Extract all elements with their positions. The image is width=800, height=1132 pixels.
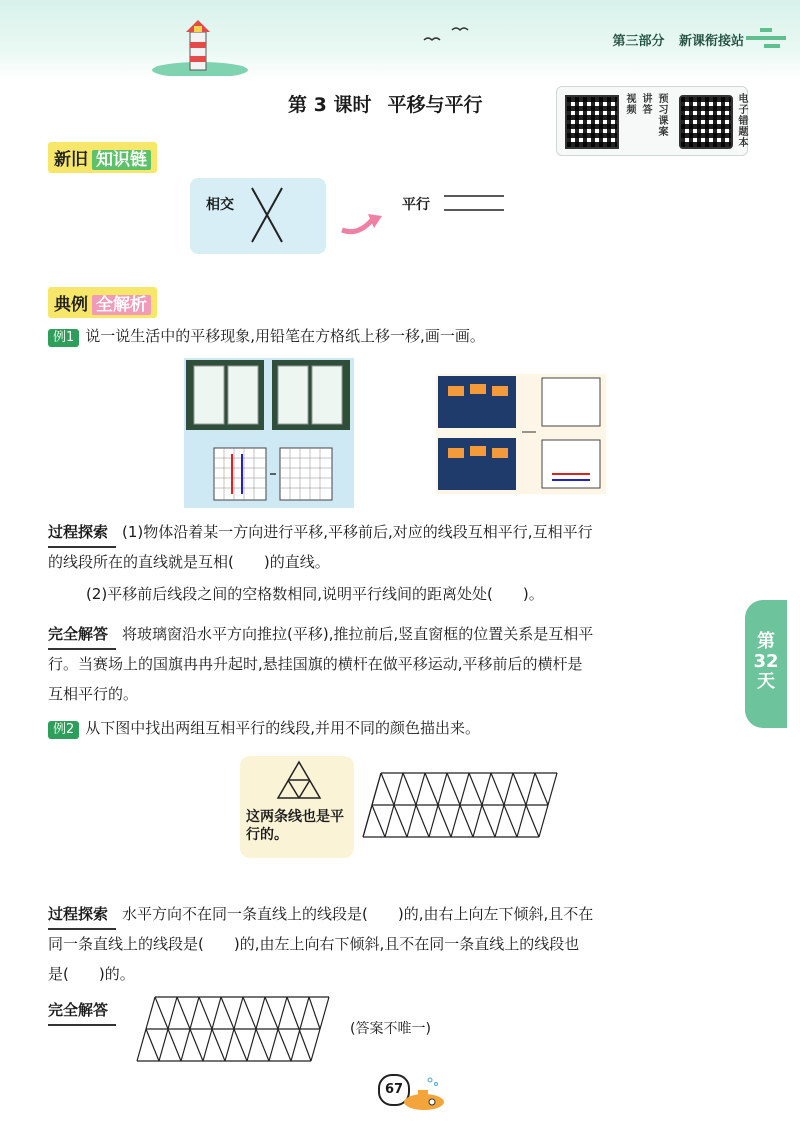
header-section: 第三部分 xyxy=(612,34,665,49)
examples-highlight: 全解析 xyxy=(92,295,151,315)
window-translation-image xyxy=(184,358,354,508)
parallel-lines-figure xyxy=(444,192,504,214)
answer-note: (答案不唯一) xyxy=(350,1021,431,1037)
examples-title: 典例 xyxy=(54,295,88,315)
example2-process-line1 xyxy=(48,900,593,930)
example2-text: 从下图中找出两组互相平行的线段,并用不同的颜色描出来。 xyxy=(85,719,481,737)
qr-caption-video: 视频 xyxy=(624,93,635,115)
example1-text: 说一说生活中的平移现象,用铅笔在方格纸上移一移,画一画。 xyxy=(85,327,485,345)
lesson-name: 平移与平行 xyxy=(387,94,483,116)
example1-answer-line3: 互相平行的。 xyxy=(48,685,139,703)
example1-answer-text: 将玻璃窗沿水平方向推拉(平移),推拉前后,竖直窗框的位置关系是互相平 xyxy=(122,625,594,643)
page-number: 67 xyxy=(378,1074,410,1106)
hint-text: 这两条线也是平行的。 xyxy=(246,809,344,843)
example1-answer-line1 xyxy=(48,620,593,650)
process-label: 过程探索 xyxy=(48,900,116,930)
intersect-label: 相交 xyxy=(206,197,234,213)
parallel-label: 平行 xyxy=(402,197,430,213)
lesson-title xyxy=(288,90,482,117)
intersecting-lines-figure xyxy=(250,186,284,244)
knowledge-link-highlight: 知识链 xyxy=(92,150,151,170)
birds-illustration xyxy=(420,22,480,46)
triangle-grid-figure xyxy=(362,772,558,838)
process-label: 过程探索 xyxy=(48,518,116,548)
triangle-grid-answer-figure xyxy=(136,996,330,1062)
qr-code-icon[interactable] xyxy=(565,95,619,149)
example1-process-text: (1)物体沿着某一方向进行平移,平移前后,对应的线段互相平行,互相平行 xyxy=(122,523,593,541)
qr-caption-answer: 讲答 xyxy=(640,93,651,115)
lighthouse-illustration xyxy=(150,14,250,76)
submarine-icon xyxy=(400,1074,450,1112)
hint-triangle-figure xyxy=(276,760,322,800)
example1-process-line2: (2)平移前后线段之间的空格数相同,说明平行线间的距离处处( )。 xyxy=(86,585,544,603)
example2-question xyxy=(48,714,480,742)
header-column: 新课衔接站 xyxy=(678,34,744,49)
day-tab-label: 第32天 xyxy=(753,631,779,692)
example1-answer-line2: 行。当赛场上的国旗冉冉升起时,悬挂国旗的横杆在做平移运动,平移前后的横杆是 xyxy=(48,655,583,673)
example1-process-line1b: 的线段所在的直线就是互相( )的直线。 xyxy=(48,553,330,571)
example2-answer-line xyxy=(48,996,122,1026)
answer-label: 完全解答 xyxy=(48,620,116,650)
examples-heading xyxy=(48,287,157,318)
knowledge-link-title: 新旧 xyxy=(54,150,88,170)
example2-process-line3: 是( )的。 xyxy=(48,965,135,983)
knowledge-link-heading xyxy=(48,142,157,173)
arrow-icon xyxy=(340,210,384,236)
example1-label: 例1 xyxy=(48,329,79,347)
answer-label: 完全解答 xyxy=(48,996,116,1026)
example2-process-line2: 同一条直线上的线段是( )的,由左上向右下倾斜,且不在同一条直线上的线段也 xyxy=(48,935,580,953)
lesson-number: 第 3 课时 xyxy=(288,94,372,116)
example1-question xyxy=(48,322,485,350)
qr-caption-error-book: 电子错题本 xyxy=(736,93,747,148)
flag-translation-image xyxy=(436,374,606,494)
example2-process-text: 水平方向不在同一条直线上的线段是( )的,由右上向左下倾斜,且不在 xyxy=(122,905,594,923)
header-deco-icon xyxy=(746,26,786,50)
example1-process-line1 xyxy=(48,518,593,548)
qr-caption-preview: 预习课案 xyxy=(656,93,667,137)
header-section-info xyxy=(602,30,744,49)
qr-code-icon[interactable] xyxy=(679,95,733,149)
example2-label: 例2 xyxy=(48,721,79,739)
qr-code-panel xyxy=(556,86,748,156)
